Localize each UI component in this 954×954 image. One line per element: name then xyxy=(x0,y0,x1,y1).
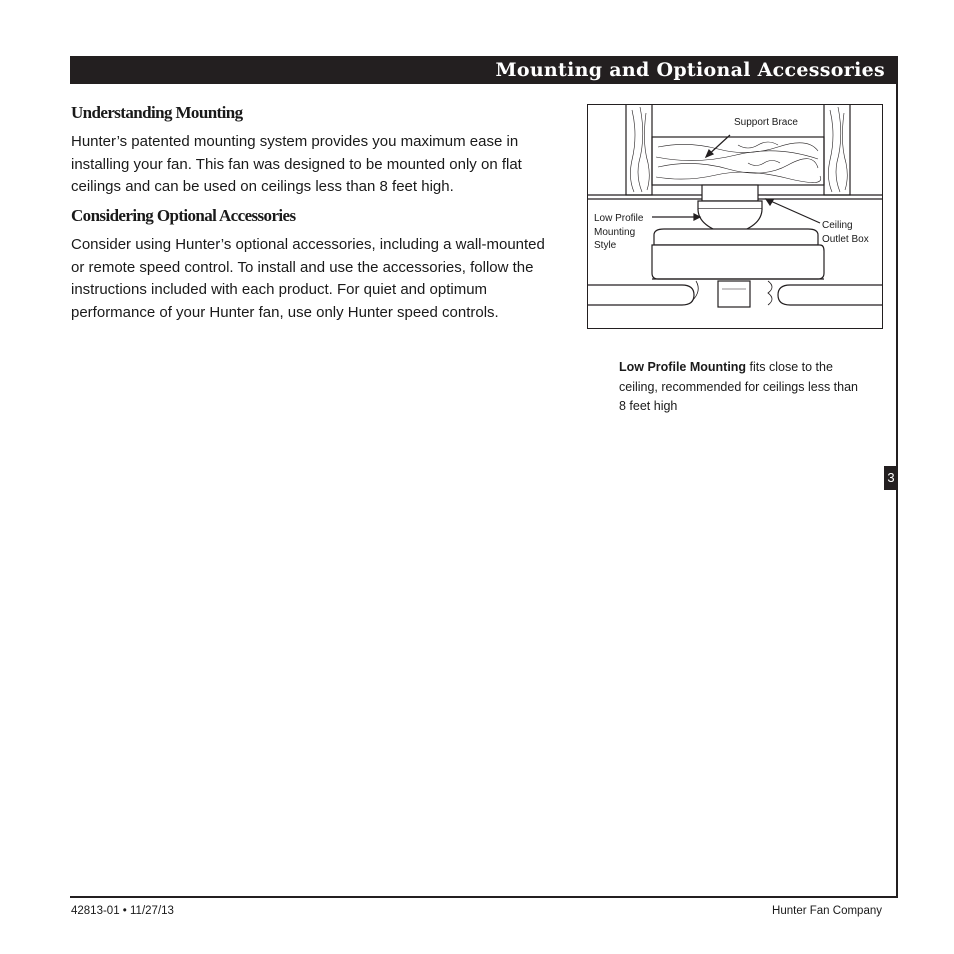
label-low-profile-line3: Style xyxy=(594,240,617,251)
footer-doc-id: 42813-01 • 11/27/13 xyxy=(71,905,174,917)
label-support-brace: Support Brace xyxy=(734,117,798,128)
caption-text: fits close to the ceiling, recommended for ceilings less than 8 feet high xyxy=(619,360,859,413)
section-body-optional-accessories: Consider using Hunter’s optional accessories, including a wall-mounted or remote speed control. To install and use the accessories, follow the instructions included with each product. For quiet and optimum performance of your Hunter fan, use only Hunter speed controls. xyxy=(71,236,545,321)
page-title: Mounting and Optional Accessories xyxy=(495,59,885,81)
section-body-understanding-mounting: Hunter’s patented mounting system provides you maximum ease in installing your fan. This fan was designed to be mounted only on flat ceilings and can be used on ceilings less than 8 feet high. xyxy=(71,133,522,195)
section-heading-understanding-mounting: Understanding Mounting xyxy=(71,103,243,122)
label-low-profile-line2: Mounting xyxy=(594,227,636,238)
section-heading-optional-accessories: Considering Optional Accessories xyxy=(71,206,296,225)
label-outlet-box-line1: Ceiling xyxy=(822,220,853,231)
bottom-border-rule xyxy=(70,896,898,898)
mounting-illustration xyxy=(587,104,883,329)
label-outlet-box-line2: Outlet Box xyxy=(822,234,869,245)
label-low-profile-line1: Low Profile xyxy=(594,213,644,224)
section-header-bar xyxy=(70,56,897,84)
figure-caption xyxy=(619,358,859,417)
caption-bold-term: Low Profile Mounting xyxy=(619,360,747,374)
footer-company: Hunter Fan Company xyxy=(772,905,882,917)
page-number-tab: 3 xyxy=(884,466,898,490)
